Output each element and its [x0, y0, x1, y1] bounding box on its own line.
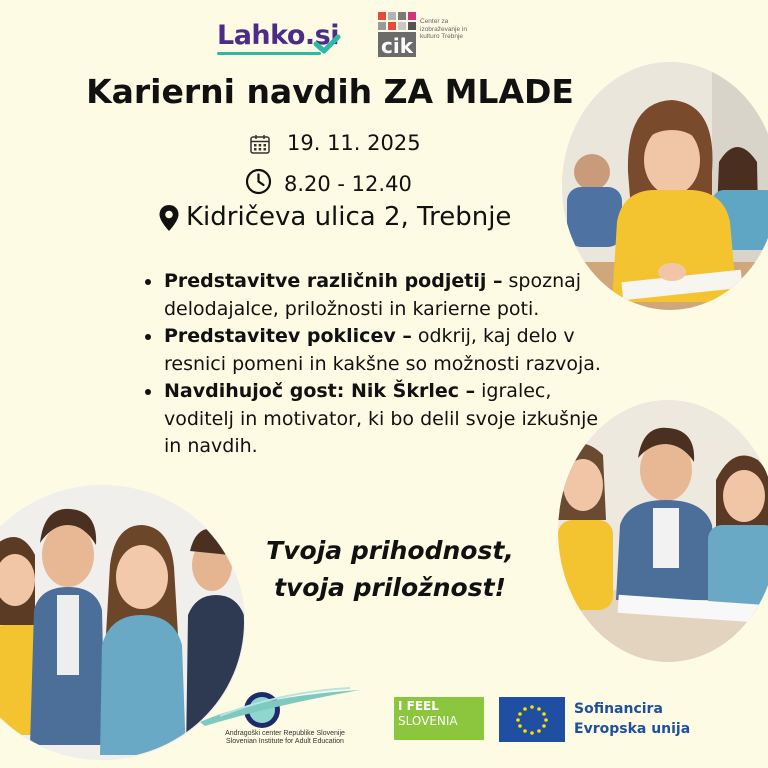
event-date: 19. 11. 2025	[287, 131, 421, 155]
eu-cofunded-line-2: Evropska unija	[574, 721, 691, 737]
acs-logo	[200, 686, 360, 730]
bullet-dot	[145, 389, 151, 395]
clock-icon	[245, 168, 272, 195]
list-item-text: odkrij, kaj delo v resnici pomeni in kakšne so možnosti razvoja.	[164, 325, 601, 375]
calendar-icon	[250, 134, 270, 154]
bullet-dot	[145, 279, 151, 285]
lahko-underline	[217, 52, 321, 55]
eu-cofunded-line-1: Sofinancira	[574, 701, 663, 717]
list-item	[140, 323, 605, 378]
acs-text	[200, 730, 370, 746]
cik-text: Center za izobraževanje in kulturo Trebnje	[420, 18, 467, 40]
event-location: Kidričeva ulica 2, Trebnje	[186, 202, 512, 232]
slogan-line-1: Tvoja prihodnost,	[266, 536, 514, 565]
student-writing-photo	[562, 62, 768, 310]
event-time: 8.20 - 12.40	[284, 172, 412, 196]
list-item-text: igralec, voditelj in motivator, ki bo delil svoje izkušnje in navdih.	[164, 380, 599, 457]
acs-line-1: Andragoški center Republike Slovenije	[225, 730, 345, 737]
svg-text:cik: cik	[381, 34, 414, 57]
list-item-title: Predstavitev poklicev –	[164, 325, 412, 347]
location-pin-icon	[158, 204, 180, 232]
students-desk-photo	[558, 400, 768, 662]
list-item-text: spoznaj delodajalce, priložnosti in karierne poti.	[164, 270, 582, 320]
list-item	[140, 268, 605, 323]
i-feel-line-1: I FEEL	[398, 699, 439, 713]
i-feel-line-2: SLOVENIA	[398, 714, 458, 728]
slogan	[250, 532, 530, 606]
cik-logo	[378, 12, 416, 57]
list-item-title: Navdihujoč gost: Nik Škrlec –	[164, 380, 476, 402]
bullet-dot	[145, 334, 151, 340]
acs-line-2: Slovenian Institute for Adult Education	[226, 738, 344, 745]
list-item-title: Predstavitve različnih podjetij –	[164, 270, 503, 292]
page-title: Karierni navdih ZA MLADE	[86, 72, 574, 111]
eu-flag-icon	[499, 697, 565, 742]
list-item	[140, 378, 605, 461]
lahko-logo: Lahko.si	[217, 20, 340, 51]
program-list	[140, 268, 605, 461]
slogan-line-2: tvoja priložnost!	[274, 573, 506, 602]
